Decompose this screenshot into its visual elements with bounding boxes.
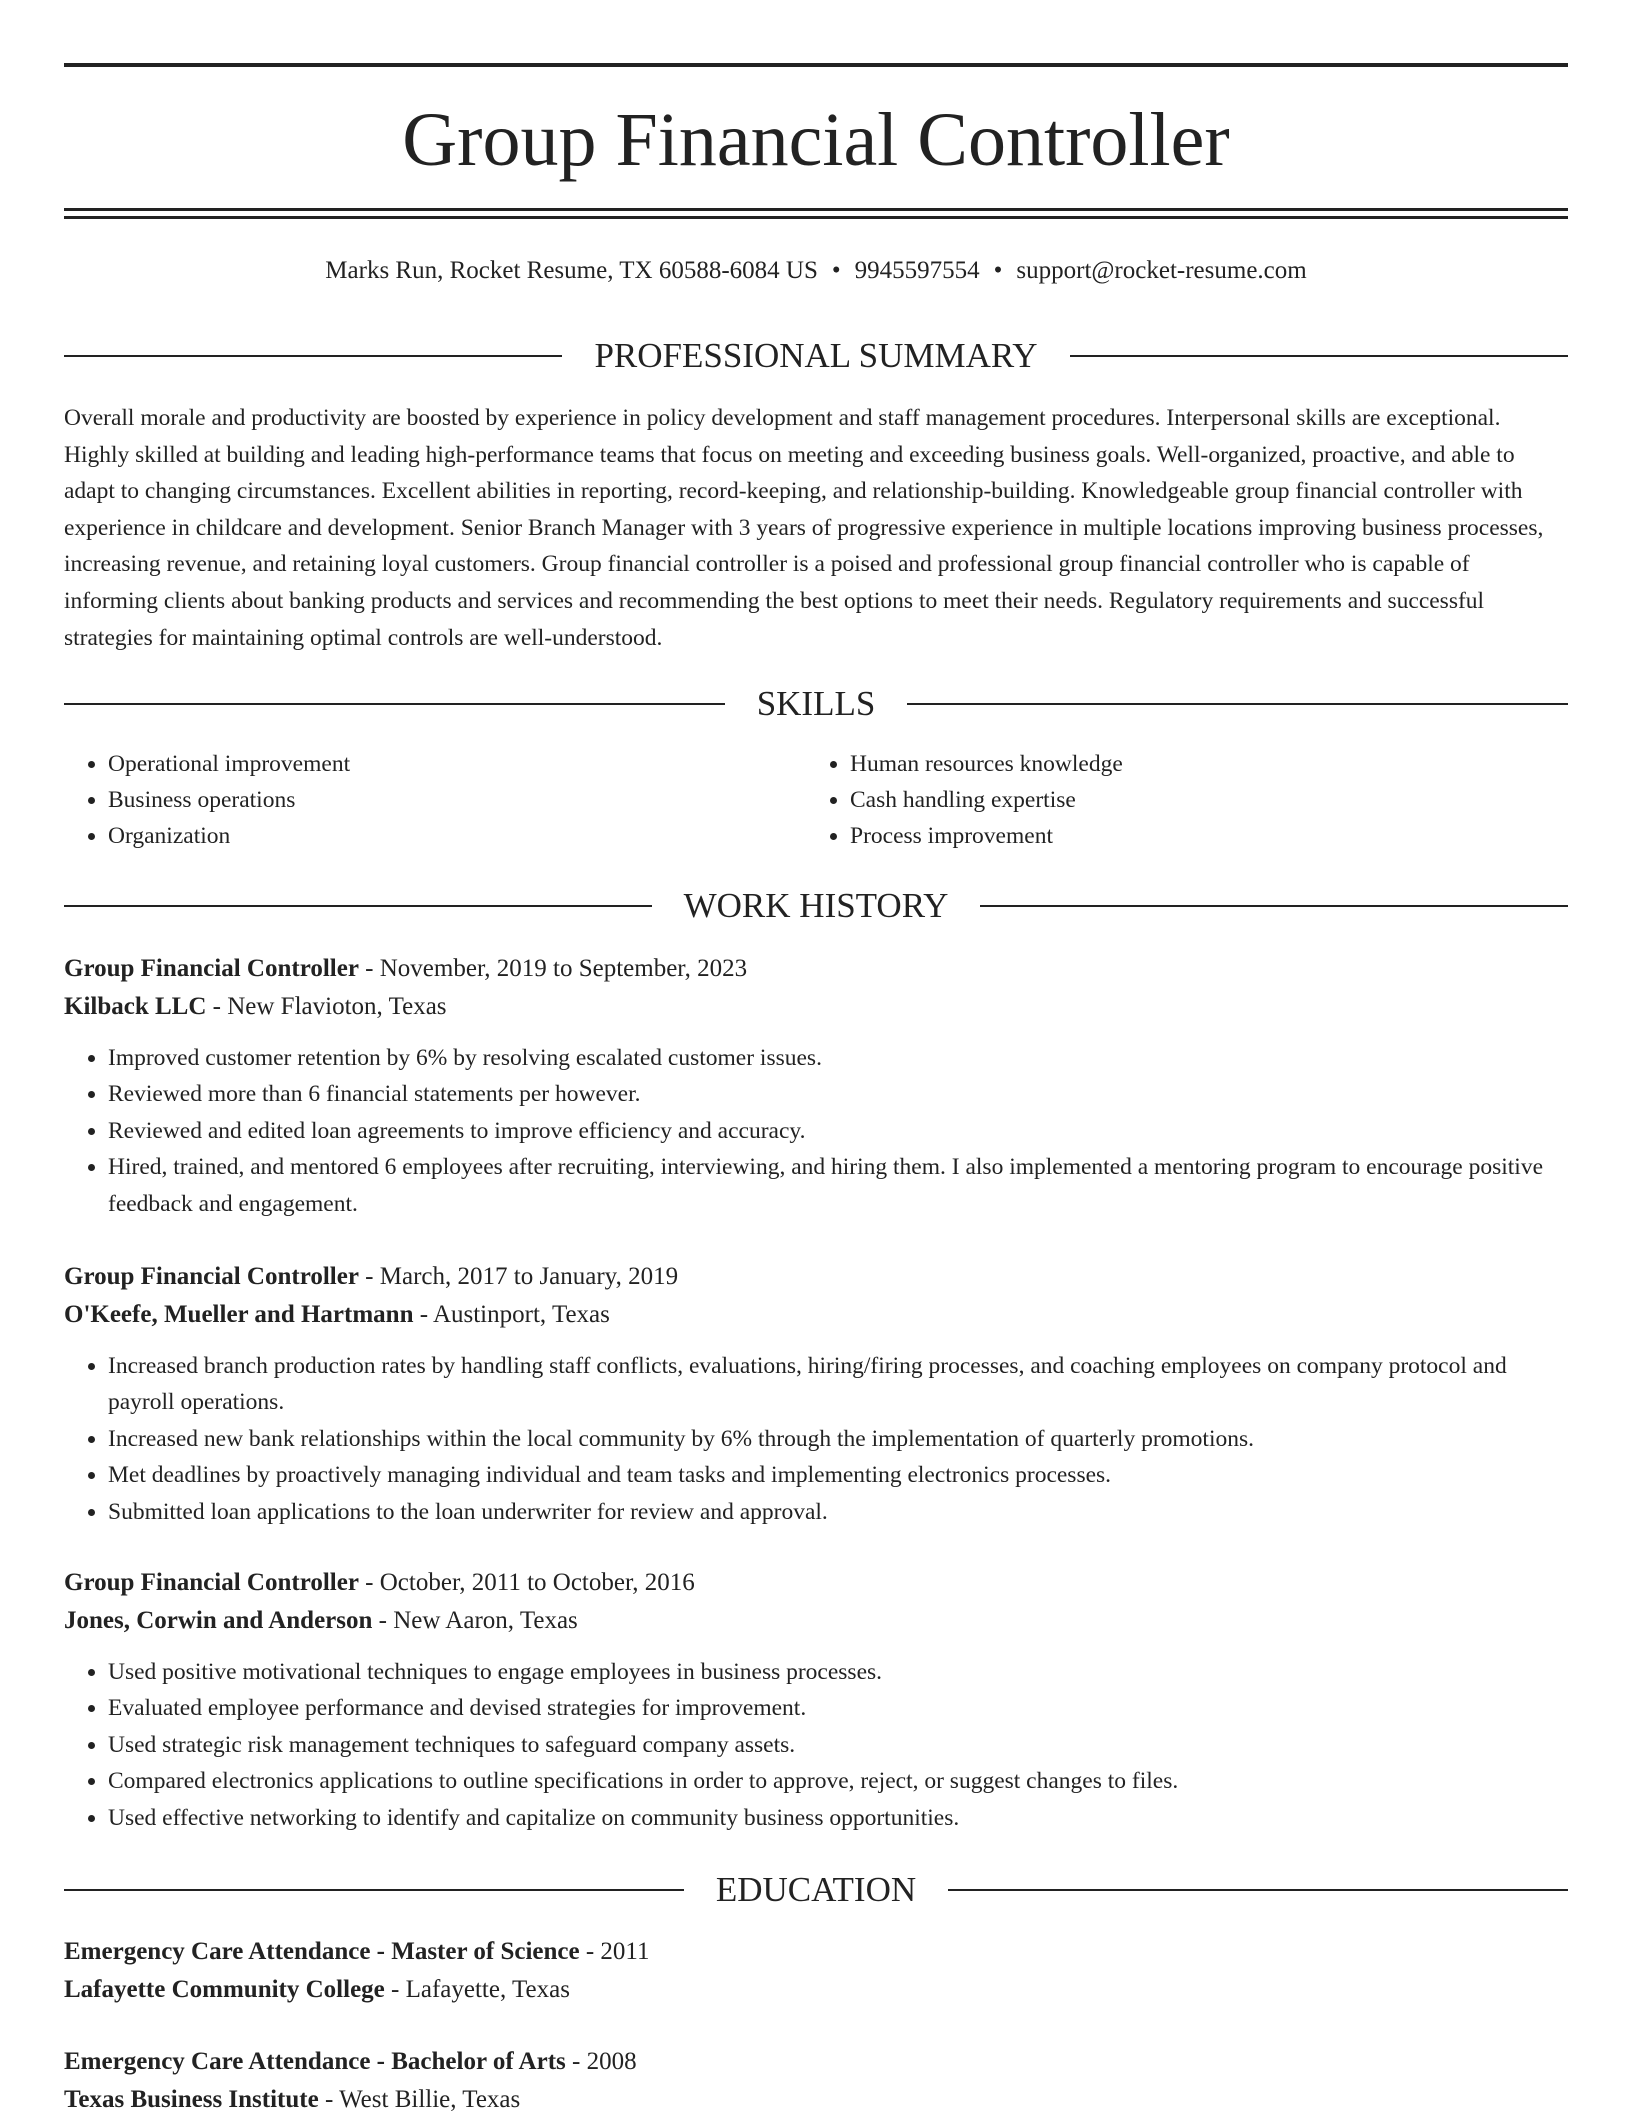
education-degree: Emergency Care Attendance - Master of Science: [64, 1938, 580, 1965]
section-rule-right: [907, 703, 1568, 705]
section-title: SKILLS: [756, 684, 876, 723]
job-title-line: [64, 1564, 1568, 1602]
section-header-work-history: [64, 884, 1568, 928]
education-degree: Emergency Care Attendance - Bachelor of Arts: [64, 2048, 566, 2075]
title-double-rule-lower: [64, 216, 1568, 219]
section-title: EDUCATION: [715, 1870, 917, 1909]
education-entry: [64, 1933, 1568, 2009]
section-rule-left: [64, 1889, 684, 1891]
education-degree-line: [64, 2043, 1568, 2081]
job-bullet: • Hired, trained, and mentored 6 employees after recruiting, interviewing, and hiring them. I also implemented a mentoring program to encourage positive feedback and engagement.: [108, 1149, 1568, 1222]
job-entry: [64, 1258, 1568, 1530]
skills-column-right: [806, 746, 1548, 854]
job-bullet: • Submitted loan applications to the loan underwriter for review and approval.: [108, 1494, 1568, 1530]
job-dates: - October, 2011 to October, 2016: [358, 1569, 695, 1596]
section-rule-right: [1070, 355, 1568, 357]
job-bullet: • Compared electronics applications to outline specifications in order to approve, reject, or suggest changes to files.: [108, 1763, 1568, 1799]
section-header-skills: [64, 682, 1568, 726]
skills-list: [64, 746, 1568, 854]
education-degree-line: [64, 1933, 1568, 1971]
job-company: O'Keefe, Mueller and Hartmann: [64, 1301, 414, 1328]
job-company-line: [64, 1602, 1568, 1640]
job-title: Group Financial Controller: [64, 1263, 359, 1290]
job-location: - Austinport, Texas: [413, 1301, 610, 1328]
job-entry: [64, 950, 1568, 1222]
skill-item: • Business operations: [108, 782, 806, 818]
section-rule-right: [948, 1889, 1568, 1891]
job-bullet: • Increased branch production rates by handling staff conflicts, evaluations, hiring/firing processes, and coaching employees on company protocol and payroll operations.: [108, 1348, 1568, 1421]
job-location: - New Flavioton, Texas: [206, 993, 447, 1020]
job-dates: - March, 2017 to January, 2019: [358, 1263, 679, 1290]
section-header-summary: [64, 334, 1568, 378]
education-year: - 2008: [565, 2048, 637, 2075]
job-bullet: • Improved customer retention by 6% by resolving escalated customer issues.: [108, 1040, 1568, 1076]
job-bullet: • Met deadlines by proactively managing individual and team tasks and implementing electronics processes.: [108, 1457, 1568, 1493]
job-entry: [64, 1564, 1568, 1836]
job-title-line: [64, 950, 1568, 988]
section-rule-left: [64, 355, 562, 357]
skill-item: • Cash handling expertise: [850, 782, 1548, 818]
job-bullet: • Reviewed more than 6 financial statements per however.: [108, 1076, 1568, 1112]
section-header-education: [64, 1868, 1568, 1912]
job-bullet: • Reviewed and edited loan agreements to improve efficiency and accuracy.: [108, 1113, 1568, 1149]
skill-item: • Operational improvement: [108, 746, 806, 782]
job-title: Group Financial Controller: [64, 955, 359, 982]
skill-item: • Organization: [108, 818, 806, 854]
job-company-line: [64, 988, 1568, 1026]
contact-address: Marks Run, Rocket Resume, TX 60588-6084 US: [325, 257, 818, 284]
section-rule-right: [980, 905, 1568, 907]
job-bullet: • Used positive motivational techniques to engage employees in business processes.: [108, 1654, 1568, 1690]
job-dates: - November, 2019 to September, 2023: [358, 955, 748, 982]
education-school: Texas Business Institute: [64, 2086, 319, 2113]
section-rule-left: [64, 905, 652, 907]
contact-phone: 9945597554: [854, 257, 980, 284]
education-year: - 2011: [579, 1938, 650, 1965]
job-bullet: • Increased new bank relationships within the local community by 6% through the implementation of quarterly promotions.: [108, 1421, 1568, 1457]
education-school-line: [64, 2081, 1568, 2119]
contact-separator: •: [993, 257, 1003, 284]
contact-info: [64, 254, 1568, 288]
job-bullet: • Used effective networking to identify and capitalize on community business opportunities.: [108, 1800, 1568, 1836]
job-title: Group Financial Controller: [64, 1569, 359, 1596]
contact-separator: •: [831, 257, 841, 284]
job-bullets: [64, 1348, 1568, 1530]
skill-item: • Process improvement: [850, 818, 1548, 854]
resume-title: Group Financial Controller: [402, 98, 1230, 182]
section-rule-left: [64, 703, 725, 705]
summary-text: Overall morale and productivity are boosted by experience in policy development and staff management procedures. Interpersonal skills are exceptional. Highly skilled at building and leading high-performance teams that focus on meeting and exceeding business goals. Well-organized, proactive, and able to adapt to changing circumstances. Excellent abilities in reporting, record-keeping, and relationship-building. Knowledgeable group financial controller with experience in childcare and development. Senior Branch Manager with 3 years of progressive experience in multiple locations improving business processes, increasing revenue, and retaining loyal customers. Group financial controller is a poised and professional group financial controller who is capable of informing clients about banking products and services and recommending the best options to meet their needs. Regulatory requirements and successful strategies for maintaining optimal controls are well-understood.: [64, 405, 1544, 651]
education-entry: [64, 2043, 1568, 2119]
title-double-rule-upper: [64, 208, 1568, 211]
top-rule: [64, 63, 1568, 67]
job-bullets: [64, 1040, 1568, 1222]
education-school-line: [64, 1971, 1568, 2009]
job-bullets: [64, 1654, 1568, 1836]
job-company: Kilback LLC: [64, 993, 207, 1020]
skill-item: • Human resources knowledge: [850, 746, 1548, 782]
education-location: - West Billie, Texas: [318, 2086, 521, 2113]
contact-email: support@rocket-resume.com: [1016, 257, 1307, 284]
section-title: WORK HISTORY: [683, 886, 949, 925]
skills-column-left: [64, 746, 806, 854]
job-company: Jones, Corwin and Anderson: [64, 1607, 373, 1634]
job-title-line: [64, 1258, 1568, 1296]
section-title: PROFESSIONAL SUMMARY: [594, 336, 1038, 375]
job-bullet: • Used strategic risk management techniques to safeguard company assets.: [108, 1727, 1568, 1763]
education-location: - Lafayette, Texas: [384, 1976, 570, 2003]
job-company-line: [64, 1296, 1568, 1334]
job-bullet: • Evaluated employee performance and devised strategies for improvement.: [108, 1690, 1568, 1726]
job-location: - New Aaron, Texas: [372, 1607, 578, 1634]
education-school: Lafayette Community College: [64, 1976, 385, 2003]
